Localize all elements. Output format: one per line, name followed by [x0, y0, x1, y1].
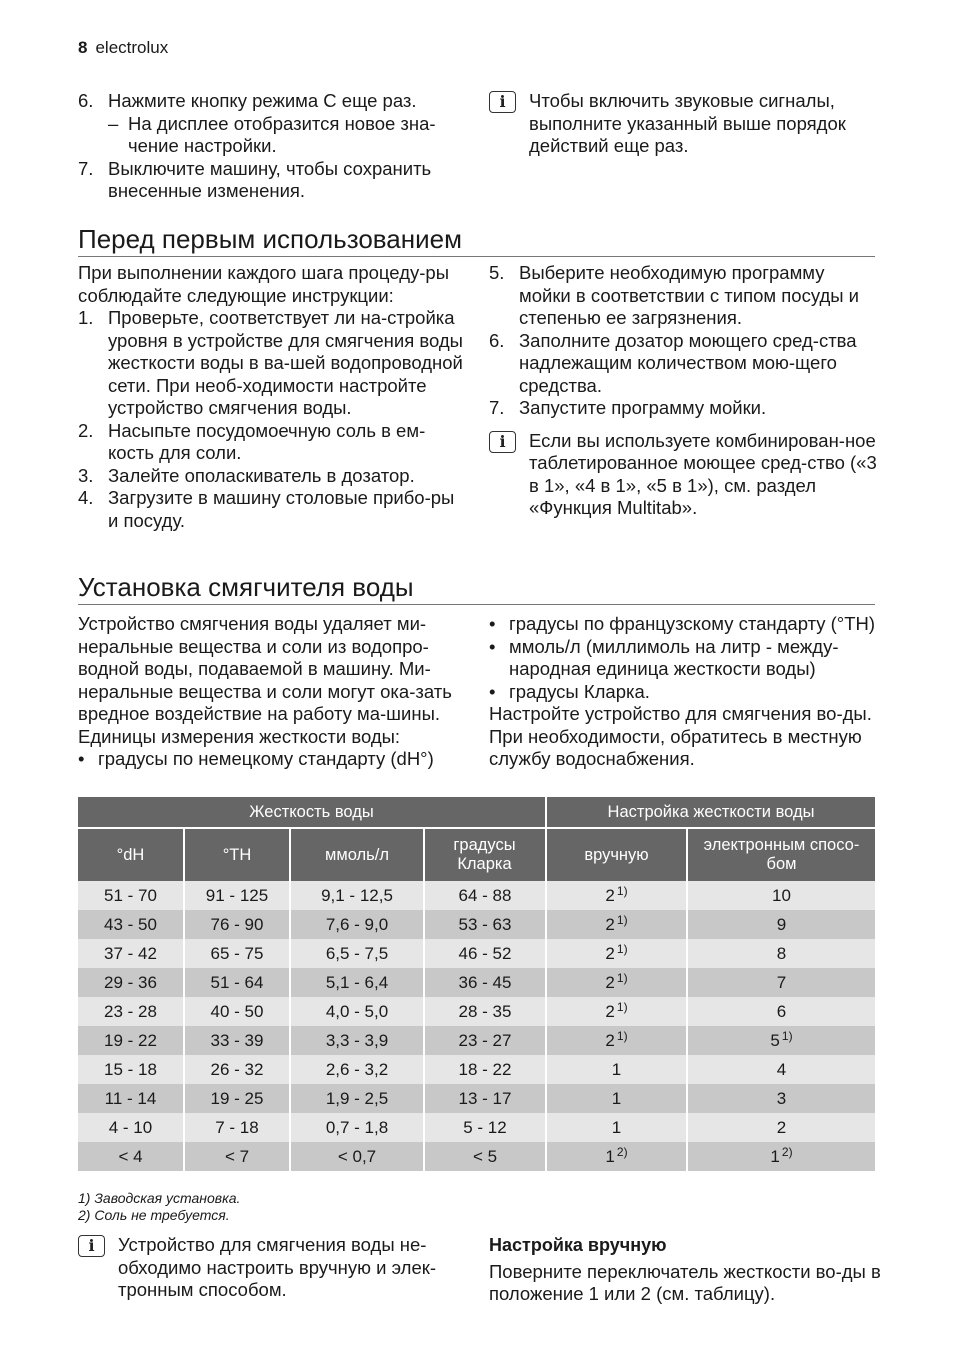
page-header	[78, 38, 168, 58]
table-cell: 8	[687, 939, 875, 968]
table-cell: < 0,7	[290, 1142, 424, 1171]
table-column-header: градусы Кларка	[424, 828, 546, 881]
table-cell: 2 $^{1)}$	[546, 997, 687, 1026]
table-cell: 6,5 - 7,5	[290, 939, 424, 968]
section-title: Установка смягчителя воды	[78, 572, 875, 605]
page-number: 8	[78, 38, 88, 57]
hardness-table	[78, 797, 875, 1171]
list-item: 6. Нажмите кнопку режима C еще раз.	[78, 90, 417, 111]
table-cell: 76 - 90	[184, 910, 290, 939]
table-cell: < 5	[424, 1142, 546, 1171]
table-cell: 51 - 64	[184, 968, 290, 997]
table-cell: 4 - 10	[78, 1113, 184, 1142]
table-cell: 33 - 39	[184, 1026, 290, 1055]
list-item: 7. Запустите программу мойки.	[489, 397, 767, 418]
footnote-ref: 1)	[616, 912, 628, 927]
table-cell: 36 - 45	[424, 968, 546, 997]
list-item: 1. Проверьте, соответствует ли на-стройка уровня в устройстве для смягчения воды жесткости воды в ва-шей водопроводной сети. При необ-ходимости настройте устройство смягчения воды.	[78, 307, 463, 418]
table-cell: 10	[687, 881, 875, 910]
table-column-header: электронным спосо-бом	[687, 828, 875, 881]
table-cell: < 4	[78, 1142, 184, 1171]
table-cell: 1 $^{2)}$	[546, 1142, 687, 1171]
intro-text: При выполнении каждого шага процеду-ры соблюдайте следующие инструкции:	[78, 262, 449, 306]
table-cell: 2 $^{1)}$	[546, 910, 687, 939]
table-cell: 1	[546, 1055, 687, 1084]
table-cell: 64 - 88	[424, 881, 546, 910]
footnotes	[78, 1190, 240, 1224]
paragraph: Поверните переключатель жесткости во-ды в положение 1 или 2 (см. таблицу).	[489, 1260, 881, 1304]
info-icon: i	[78, 1235, 105, 1257]
table-column-header: °dH	[78, 828, 184, 881]
top-right-note: i Чтобы включить звуковые сигналы, выполните указанный выше порядок действий еще раз.	[489, 90, 881, 158]
footnote: 1) Заводская установка.	[78, 1190, 241, 1206]
table-cell: 4	[687, 1055, 875, 1084]
table-cell: 1	[546, 1113, 687, 1142]
footnote: 2) Соль не требуется.	[78, 1207, 230, 1223]
table-cell: 51 - 70	[78, 881, 184, 910]
footnote-ref: 1)	[616, 970, 628, 985]
bullet-item: • градусы по французскому стандарту (°TH)	[489, 613, 876, 634]
table-cell: 9	[687, 910, 875, 939]
info-icon: i	[489, 431, 516, 453]
table-cell: 4,0 - 5,0	[290, 997, 424, 1026]
table-cell: 11 - 14	[78, 1084, 184, 1113]
table-cell: 18 - 22	[424, 1055, 546, 1084]
table-row	[78, 881, 875, 910]
table-cell: 26 - 32	[184, 1055, 290, 1084]
table-cell: 2 $^{1)}$	[546, 1026, 687, 1055]
table-cell: 19 - 25	[184, 1084, 290, 1113]
table-row	[78, 1026, 875, 1055]
info-icon: i	[489, 91, 516, 113]
footnote-ref: 1)	[616, 1028, 628, 1043]
units-label: Единицы измерения жесткости воды:	[78, 725, 401, 747]
table-cell: 7	[687, 968, 875, 997]
table-cell: 1	[546, 1084, 687, 1113]
brand-name: electrolux	[95, 38, 169, 57]
manual-setting	[489, 1234, 881, 1306]
table-cell: 7,6 - 9,0	[290, 910, 424, 939]
table-row	[78, 997, 875, 1026]
table-cell: 15 - 18	[78, 1055, 184, 1084]
table-cell: 2 $^{1)}$	[546, 968, 687, 997]
footnote-ref: 2)	[616, 1144, 628, 1159]
footnote-ref: 1)	[616, 999, 628, 1014]
table-row	[78, 1113, 875, 1142]
table-group-header: Жесткость воды	[78, 797, 546, 828]
section2-right	[489, 613, 881, 771]
section2-left	[78, 613, 468, 771]
table-cell: 0,7 - 1,8	[290, 1113, 424, 1142]
table-cell: 13 - 17	[424, 1084, 546, 1113]
table-cell: 46 - 52	[424, 939, 546, 968]
table-group-header: Настройка жесткости воды	[546, 797, 875, 828]
table-cell: 9,1 - 12,5	[290, 881, 424, 910]
section-title: Перед первым использованием	[78, 224, 875, 257]
table-cell: 40 - 50	[184, 997, 290, 1026]
footnote-ref: 1)	[616, 941, 628, 956]
sub-item: – На дисплее отобразится новое зна-чение настройки.	[108, 112, 436, 156]
table-row	[78, 939, 875, 968]
table-cell: 37 - 42	[78, 939, 184, 968]
table-cell: 65 - 75	[184, 939, 290, 968]
table-cell: 2,6 - 3,2	[290, 1055, 424, 1084]
list-item: 2. Насыпьте посудомоечную соль в ем-кость для соли.	[78, 419, 426, 463]
info-note: i Если вы используете комбинирован-ное таблетированное моющее сред-ство («3 в 1», «4 в 1», «5 в 1»), см. раздел «Функция Multitab».	[489, 430, 881, 520]
footnote-ref: 1)	[616, 883, 628, 898]
table-cell: 2 $^{1)}$	[546, 939, 687, 968]
top-left-steps	[78, 90, 468, 203]
bullet-item: • градусы Кларка.	[489, 680, 650, 702]
paragraph: Настройте устройство для смягчения во-ды. При необходимости, обратитесь в местную службу водоснабжения.	[489, 703, 872, 769]
paragraph: Устройство смягчения воды удаляет ми-неральные вещества и соли из водопро-водной воды, подаваемой в машину. Ми-неральные вещества и соли могут ока-зать вредное воздействие на работу ма-шины.	[78, 613, 452, 724]
table-cell: 7 - 18	[184, 1113, 290, 1142]
list-item: 6. Заполните дозатор моющего сред-ства надлежащим количеством мою-щего средства.	[489, 329, 857, 396]
table-cell: < 7	[184, 1142, 290, 1171]
section1-right	[489, 262, 881, 520]
list-item: 5. Выберите необходимую программу мойки в соответствии с типом посуды и степенью ее загрязнения.	[489, 262, 860, 328]
bullet-item: • градусы по немецкому стандарту (dH°)	[78, 748, 434, 769]
section1-left	[78, 262, 468, 532]
table-cell: 1,9 - 2,5	[290, 1084, 424, 1113]
table-row	[78, 968, 875, 997]
table-cell: 19 - 22	[78, 1026, 184, 1055]
subsection-title: Настройка вручную	[489, 1235, 667, 1255]
table-cell: 5,1 - 6,4	[290, 968, 424, 997]
table-column-header: ммоль/л	[290, 828, 424, 881]
table-cell: 28 - 35	[424, 997, 546, 1026]
bottom-left-note: i Устройство для смягчения воды не-обходимо настроить вручную и элек-тронным способом.	[78, 1234, 468, 1302]
list-item: 7. Выключите машину, чтобы сохранить внесенные изменения.	[78, 157, 432, 201]
table-cell: 5 - 12	[424, 1113, 546, 1142]
table-cell: 5 $^{1)}$	[687, 1026, 875, 1055]
table-cell: 2 $^{1)}$	[546, 881, 687, 910]
table-cell: 29 - 36	[78, 968, 184, 997]
table-row	[78, 1142, 875, 1171]
table-column-header: вручную	[546, 828, 687, 881]
table-cell: 53 - 63	[424, 910, 546, 939]
table-cell: 6	[687, 997, 875, 1026]
table-row	[78, 910, 875, 939]
table-cell: 2	[687, 1113, 875, 1142]
list-item: 4. Загрузите в машину столовые прибо-ры и посуду.	[78, 487, 455, 531]
table-row	[78, 1084, 875, 1113]
footnote-ref: 1)	[781, 1028, 793, 1043]
table-cell: 3	[687, 1084, 875, 1113]
bullet-item: • ммоль/л (миллимоль на литр - между-народная единица жесткости воды)	[489, 635, 839, 679]
table-cell: 1 $^{2)}$	[687, 1142, 875, 1171]
table-cell: 23 - 28	[78, 997, 184, 1026]
table-cell: 43 - 50	[78, 910, 184, 939]
table-cell: 91 - 125	[184, 881, 290, 910]
table-cell: 23 - 27	[424, 1026, 546, 1055]
table-cell: 3,3 - 3,9	[290, 1026, 424, 1055]
list-item: 3. Залейте ополаскиватель в дозатор.	[78, 464, 415, 486]
footnote-ref: 2)	[781, 1144, 793, 1159]
table-row	[78, 1055, 875, 1084]
table-column-header: °TH	[184, 828, 290, 881]
